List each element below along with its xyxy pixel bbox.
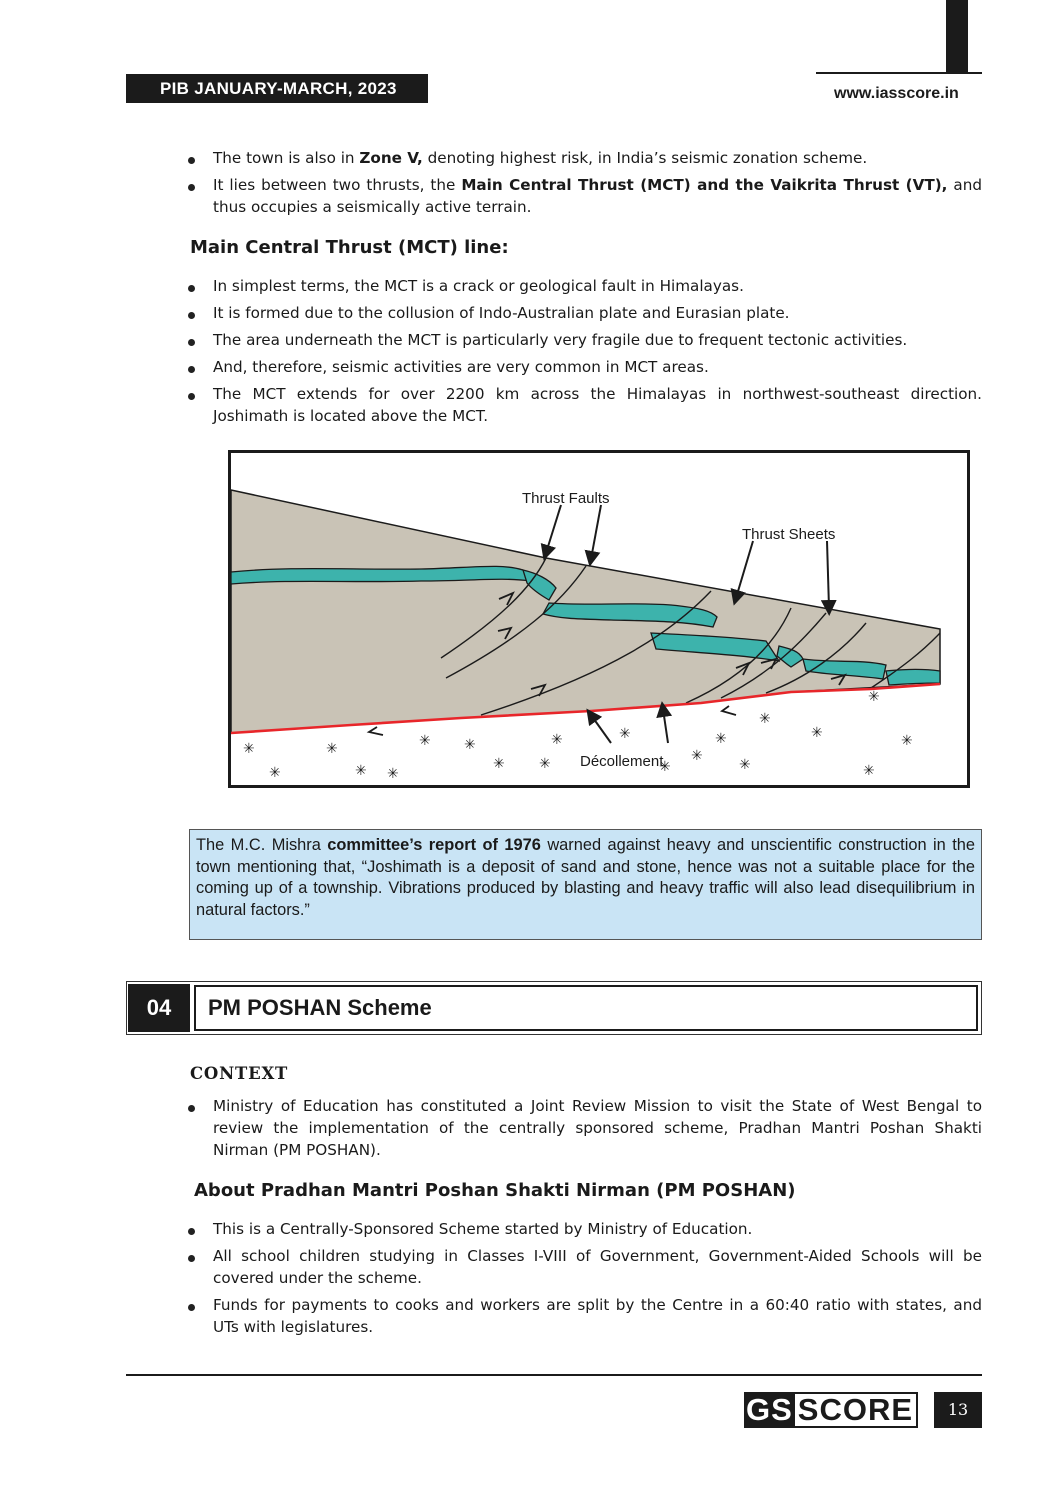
svg-text:✳: ✳ (811, 725, 823, 741)
svg-text:✳: ✳ (243, 741, 255, 757)
list-item: It lies between two thrusts, the Main Central Thrust (MCT) and the Vaikrita Thrust (VT), and thus occupies a seismically active terrain. (186, 174, 982, 218)
svg-text:✳: ✳ (739, 757, 751, 773)
svg-text:✳: ✳ (759, 711, 771, 727)
list-item: The MCT extends for over 2200 km across the Himalayas in northwest-southeast direction. Joshimath is located above the MCT. (186, 383, 982, 427)
gs-score-logo: GS SCORE (744, 1392, 918, 1428)
header-title: PIB JANUARY-MARCH, 2023 (126, 74, 428, 103)
list-item: Funds for payments to cooks and workers are split by the Centre in a 60:40 ratio with states, and UTs with legislatures. (186, 1294, 982, 1338)
diagram-svg (231, 453, 967, 785)
label-thrust-sheets: Thrust Sheets (742, 526, 836, 543)
svg-text:✳: ✳ (863, 763, 875, 779)
list-item: And, therefore, seismic activities are very common in MCT areas. (186, 356, 982, 378)
list-item: This is a Centrally-Sponsored Scheme started by Ministry of Education. (186, 1218, 982, 1240)
svg-text:✳: ✳ (464, 737, 476, 753)
svg-text:✳: ✳ (691, 748, 703, 764)
section-title: PM POSHAN Scheme (194, 985, 978, 1031)
mct-heading: Main Central Thrust (MCT) line: (190, 237, 509, 258)
page-number: 13 (934, 1392, 982, 1428)
committee-quote-box: The M.C. Mishra committee’s report of 1976 warned against heavy and unscientific construction in the town mentioning that, “Joshimath is a deposit of sand and stone, hence was not a suitable place for the coming up of a township. Vibrations produced by blasting and heavy traffic will also lead disequilibrium in natural factors.” (189, 829, 982, 940)
about-bullet-list (186, 1218, 982, 1343)
list-item: Ministry of Education has constituted a Joint Review Mission to visit the State of West Bengal to review the implementation of the centrally sponsored scheme, Pradhan Mantri Poshan Shakti Nirman (PM POSHAN). (186, 1095, 982, 1161)
label-decollement: Décollement (580, 753, 664, 770)
svg-text:✳: ✳ (419, 733, 431, 749)
header-website: www.iasscore.in (834, 85, 959, 102)
label-thrust-faults: Thrust Faults (522, 490, 610, 507)
context-bullet-list (186, 1095, 982, 1166)
list-item: In simplest terms, the MCT is a crack or geological fault in Himalayas. (186, 275, 982, 297)
thrust-fault-diagram (228, 450, 970, 788)
svg-text:✳: ✳ (387, 766, 399, 782)
svg-text:✳: ✳ (355, 763, 367, 779)
list-item: The area underneath the MCT is particularly very fragile due to frequent tectonic activities. (186, 329, 982, 351)
svg-text:✳: ✳ (493, 756, 505, 772)
svg-text:✳: ✳ (659, 759, 671, 775)
footer-rule (126, 1374, 982, 1376)
header-rule (816, 72, 982, 74)
intro-bullet-list (186, 147, 982, 223)
svg-text:✳: ✳ (868, 689, 880, 705)
about-heading: About Pradhan Mantri Poshan Shakti Nirman (PM POSHAN) (194, 1180, 796, 1201)
list-item: The town is also in Zone V, denoting highest risk, in India’s seismic zonation scheme. (186, 147, 982, 169)
svg-text:✳: ✳ (715, 731, 727, 747)
list-item: All school children studying in Classes I-VIII of Government, Government-Aided Schools will be covered under the scheme. (186, 1245, 982, 1289)
list-item: It is formed due to the collusion of Indo-Australian plate and Eurasian plate. (186, 302, 982, 324)
header-accent-bar (946, 0, 968, 72)
svg-text:✳: ✳ (901, 733, 913, 749)
svg-text:✳: ✳ (619, 726, 631, 742)
svg-text:✳: ✳ (551, 732, 563, 748)
svg-text:✳: ✳ (539, 756, 551, 772)
svg-text:✳: ✳ (269, 765, 281, 781)
section-number: 04 (128, 984, 190, 1032)
svg-text:✳: ✳ (326, 741, 338, 757)
context-heading: CONTEXT (190, 1064, 289, 1083)
mct-bullet-list (186, 275, 982, 432)
